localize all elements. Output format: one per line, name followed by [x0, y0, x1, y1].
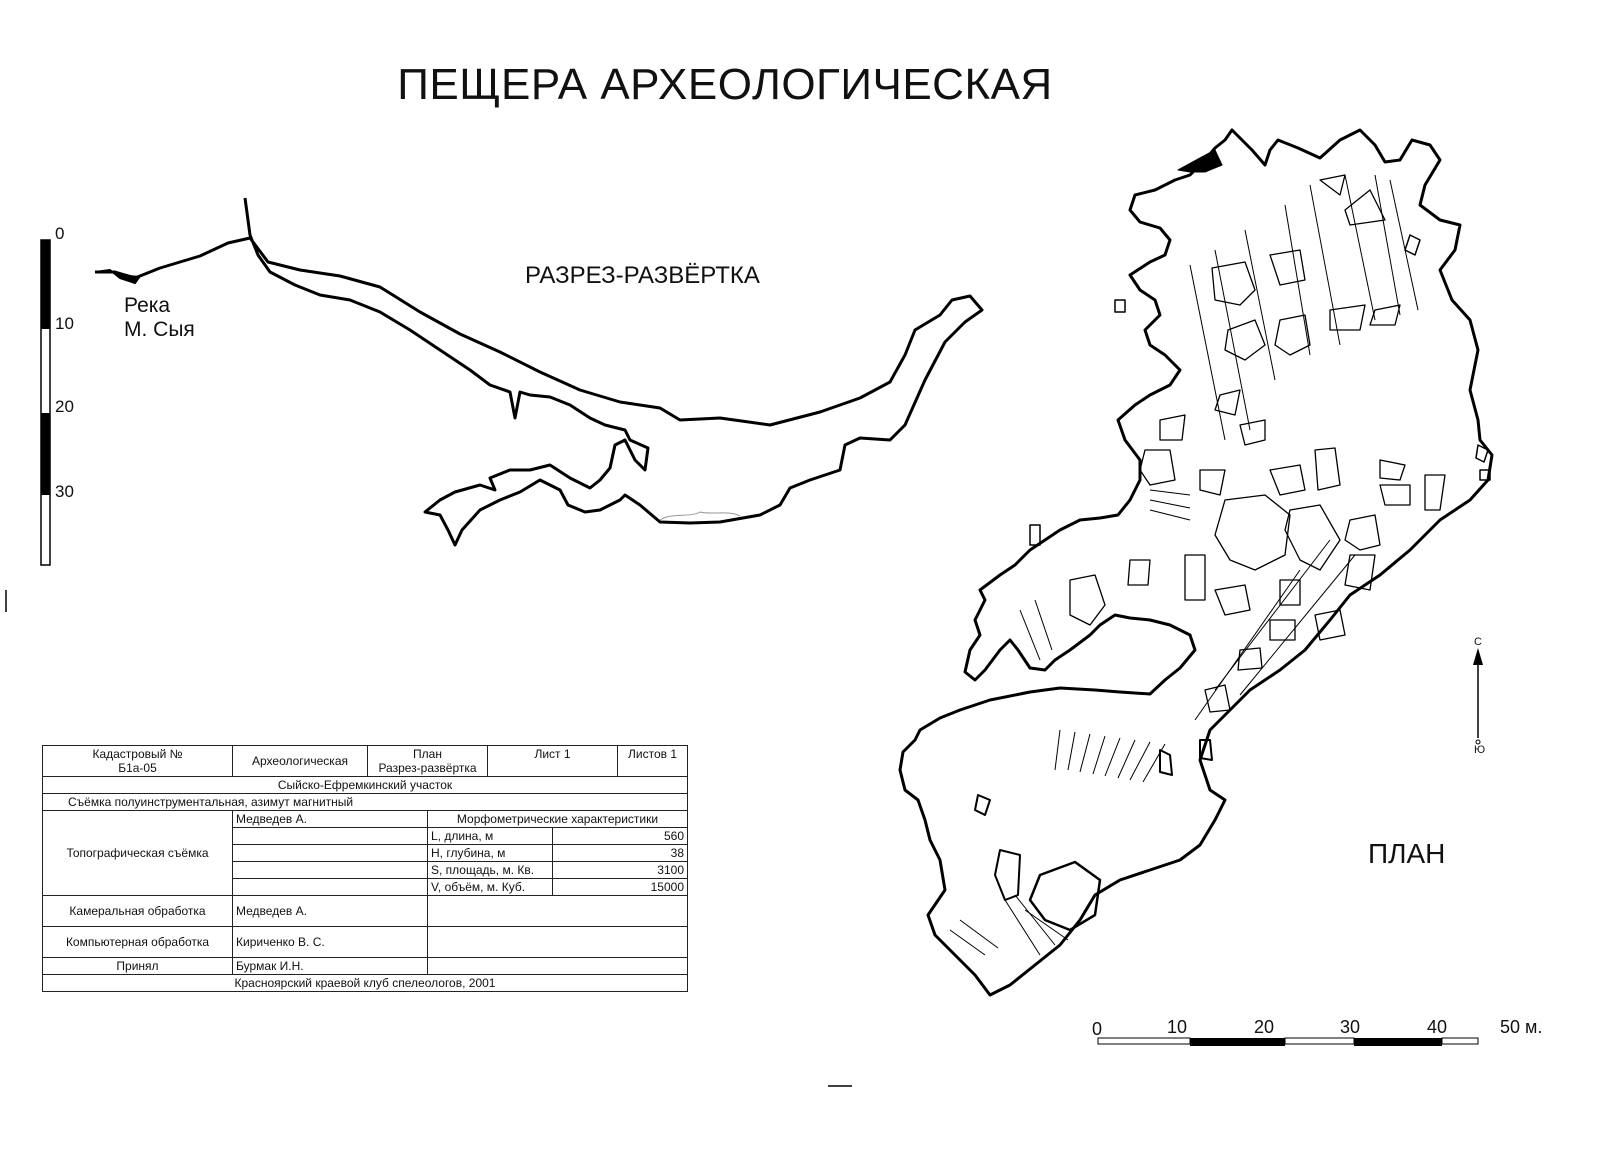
vscale-tick-30: 30 — [55, 482, 74, 501]
vscale-tick-10: 10 — [55, 314, 74, 333]
section-title: РАЗРЕЗ-РАЗВЁРТКА — [525, 262, 760, 289]
morpho-label-depth: H, глубина, м — [428, 845, 553, 862]
title-block-table — [42, 745, 688, 992]
hscale-tick-10: 10 — [1167, 1017, 1188, 1037]
plan-section-cell — [368, 746, 488, 777]
horizontal-scale-bar — [1098, 1038, 1478, 1046]
morpho-label-length: L, длина, м — [428, 828, 553, 845]
cave-plan — [900, 130, 1492, 995]
plan-label: План — [413, 747, 442, 761]
cadastre-cell — [43, 746, 233, 777]
vertical-depth-scale — [41, 240, 50, 565]
accepted-blank-cell — [428, 958, 688, 975]
hscale-tick-30: 30 — [1340, 1017, 1361, 1037]
title-block-row-accepted — [43, 958, 688, 975]
section-profile — [95, 198, 982, 545]
topo-name-cell: Медведев А. — [233, 811, 428, 828]
map-title: ПЕЩЕРА АРХЕОЛОГИЧЕСКАЯ — [397, 60, 1053, 109]
computer-blank-cell — [428, 927, 688, 958]
title-block-row-header — [43, 746, 688, 777]
section-label: Разрез-развёртка — [378, 761, 477, 775]
cadastre-label: Кадастровый № — [92, 747, 183, 761]
title-block-row-region — [43, 777, 688, 794]
cadastre-number: Б1а-05 — [118, 761, 157, 775]
hscale-tick-20: 20 — [1254, 1017, 1275, 1037]
topo-blank-cell — [233, 828, 428, 845]
region-cell: Сыйско-Ефремкинский участок — [43, 777, 688, 794]
hscale-end-label: 50 м. — [1500, 1017, 1543, 1037]
title-block-row-cameral — [43, 896, 688, 927]
survey-method-cell: Съёмка полуинструментальная, азимут магнитный — [43, 794, 688, 811]
compass-north-label: С — [1474, 636, 1482, 648]
cameral-blank-cell — [428, 896, 688, 927]
vscale-tick-20: 20 — [55, 397, 74, 416]
hscale-tick-40: 40 — [1427, 1017, 1448, 1037]
morpho-label-area: S, площадь, м. Кв. — [428, 862, 553, 879]
morpho-value-length: 560 — [553, 828, 688, 845]
north-arrow — [1473, 648, 1483, 744]
title-block-row-topo — [43, 811, 688, 828]
accepted-name-cell: Бурмак И.Н. — [233, 958, 428, 975]
cameral-name-cell: Медведев А. — [233, 896, 428, 927]
sheets-total-cell: Листов 1 — [618, 746, 688, 777]
topo-label-cell: Топографическая съёмка — [43, 811, 233, 896]
title-block-row-club — [43, 975, 688, 992]
compass-south-label: Ю — [1474, 744, 1486, 756]
computer-name-cell: Кириченко В. С. — [233, 927, 428, 958]
cameral-label-cell: Камеральная обработка — [43, 896, 233, 927]
vscale-tick-0: 0 — [55, 224, 65, 243]
title-block-row-survey — [43, 794, 688, 811]
topo-blank-cell — [233, 845, 428, 862]
title-block-row-computer — [43, 927, 688, 958]
river-label-line2: М. Сыя — [124, 318, 195, 341]
river-label-line1: Река — [124, 294, 171, 317]
morpho-value-area: 3100 — [553, 862, 688, 879]
morpho-value-volume: 15000 — [553, 879, 688, 896]
plan-title: ПЛАН — [1368, 838, 1446, 869]
hscale-tick-0: 0 — [1092, 1019, 1103, 1039]
morpho-header-cell: Морфометрические характеристики — [428, 811, 688, 828]
topo-blank-cell — [233, 879, 428, 896]
morpho-label-volume: V, объём, м. Куб. — [428, 879, 553, 896]
accepted-label-cell: Принял — [43, 958, 233, 975]
sheet-cell: Лист 1 — [488, 746, 618, 777]
topo-blank-cell — [233, 862, 428, 879]
morpho-value-depth: 38 — [553, 845, 688, 862]
cave-type-cell: Археологическая — [233, 746, 368, 777]
club-cell: Красноярский краевой клуб спелеологов, 2001 — [43, 975, 688, 992]
computer-label-cell: Компьютерная обработка — [43, 927, 233, 958]
